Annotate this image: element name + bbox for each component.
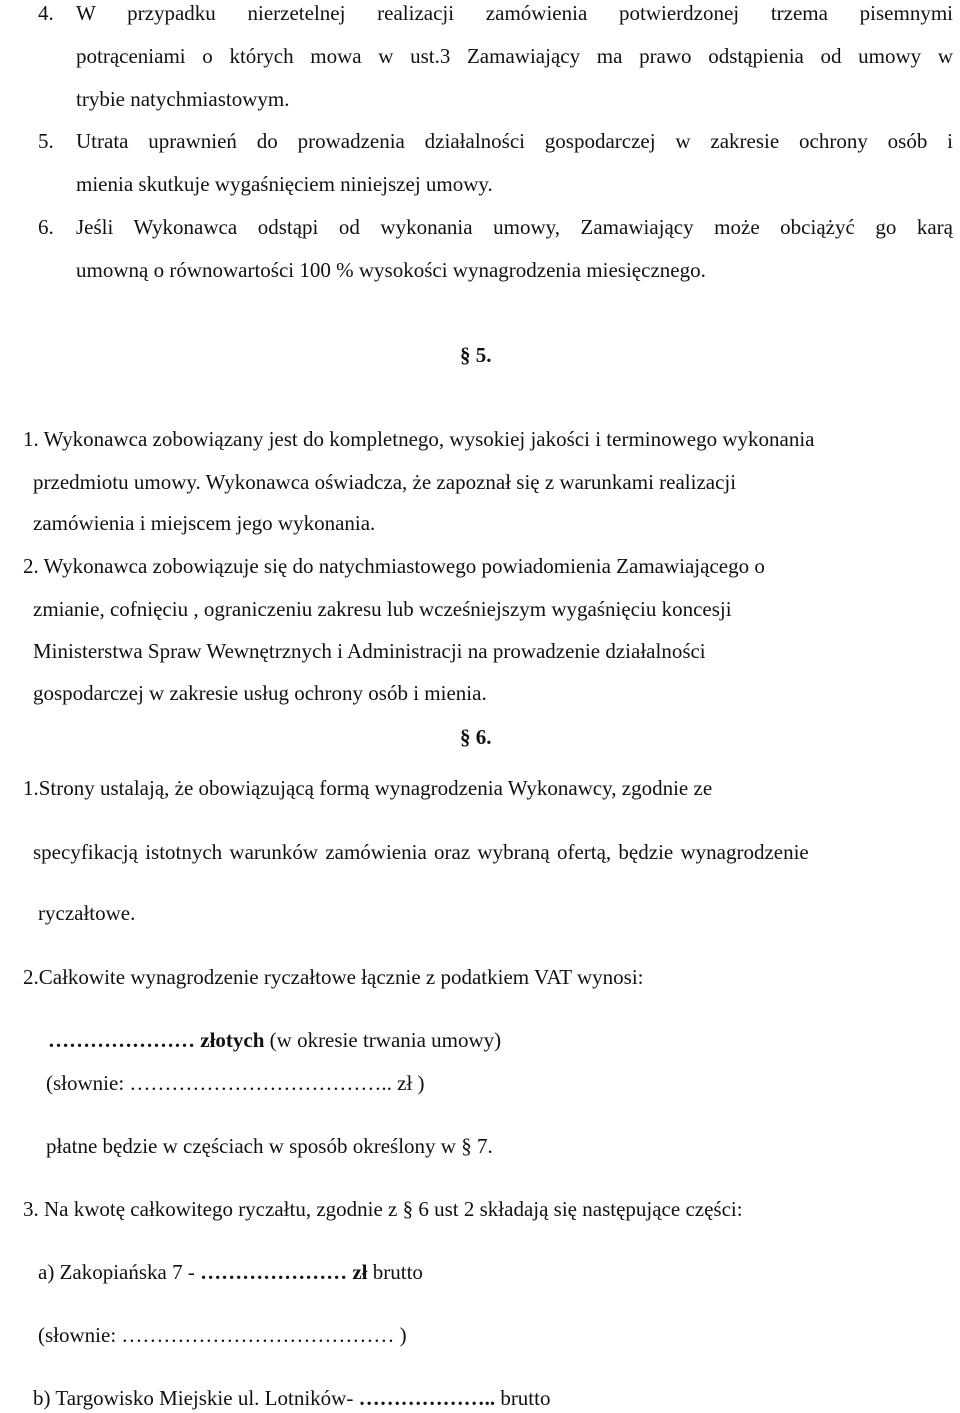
section-5-heading: § 5.: [460, 343, 492, 367]
section-6-p1-line-3: ryczałtowe.: [38, 901, 136, 925]
section-6-p3-line-1: 3. Na kwotę całkowitego ryczałtu, zgodnie z § 6 ust 2 składają się następujące części:: [23, 1197, 743, 1221]
total-amount-words: (słownie: ……………………………….. zł ): [46, 1071, 425, 1095]
part-b-suffix: brutto: [495, 1386, 551, 1410]
item-4-line-2: potrąceniami o których mowa w ust.3 Zamawiający ma prawo odstąpienia od umowy w: [76, 44, 953, 68]
part-b-blank: ………………..: [358, 1386, 496, 1410]
section-5-p1-line-2: przedmiotu umowy. Wykonawca oświadcza, że zapoznał się z warunkami realizacji: [33, 470, 737, 494]
part-a-line: [38, 1259, 423, 1285]
item-6-line-1: Jeśli Wykonawca odstąpi od wykonania umowy, Zamawiający może obciążyć go karą: [76, 215, 953, 239]
part-b-line: [33, 1385, 550, 1411]
part-a-suffix: brutto: [367, 1260, 423, 1284]
part-a-blank: ………………… zł: [200, 1260, 368, 1284]
total-amount-note: (w okresie trwania umowy): [264, 1028, 502, 1052]
total-amount-blank: ………………… złotych: [48, 1028, 265, 1052]
section-6-p2-line-1: 2.Całkowite wynagrodzenie ryczałtowe łącznie z podatkiem VAT wynosi:: [23, 965, 644, 989]
item-6-number: 6.: [38, 215, 54, 239]
part-a-label: a) Zakopiańska 7 -: [38, 1260, 201, 1284]
item-5-line-1: Utrata uprawnień do prowadzenia działalności gospodarczej w zakresie ochrony osób i: [76, 129, 953, 153]
part-b-label: b) Targowisko Miejskie ul. Lotników-: [33, 1386, 359, 1410]
part-a-words: (słownie: ………………………………… ): [38, 1323, 407, 1347]
section-5-p1-line-1: 1. Wykonawca zobowiązany jest do kompletnego, wysokiej jakości i terminowego wykonania: [23, 427, 815, 451]
section-5-p2-line-2: zmianie, cofnięciu , ograniczeniu zakresu lub wcześniejszym wygaśnięciu koncesji: [33, 597, 732, 621]
item-4-line-1: W przypadku nierzetelnej realizacji zamówienia potwierdzonej trzema pisemnymi: [76, 1, 953, 25]
section-5-p2-line-3: Ministerstwa Spraw Wewnętrznych i Administracji na prowadzenie działalności: [33, 639, 706, 663]
item-5-line-2: mienia skutkuje wygaśnięciem niniejszej umowy.: [76, 172, 493, 196]
section-5-p2-line-4: gospodarczej w zakresie usług ochrony osób i mienia.: [33, 681, 487, 705]
item-4-number: 4.: [38, 1, 54, 25]
section-6-heading: § 6.: [460, 725, 492, 749]
section-6-p1-line-1: 1.Strony ustalają, że obowiązującą formą wynagrodzenia Wykonawcy, zgodnie ze: [23, 776, 713, 800]
item-5-number: 5.: [38, 129, 54, 153]
item-6-line-2: umowną o równowartości 100 % wysokości wynagrodzenia miesięcznego.: [76, 258, 706, 282]
item-4-line-3: trybie natychmiastowym.: [76, 87, 290, 111]
payment-terms: płatne będzie w częściach w sposób określony w § 7.: [46, 1134, 493, 1158]
section-5-p2-line-1: 2. Wykonawca zobowiązuje się do natychmiastowego powiadomienia Zamawiającego o: [23, 554, 765, 578]
total-amount-line: [48, 1027, 501, 1053]
section-5-p1-line-3: zamówienia i miejscem jego wykonania.: [33, 511, 376, 535]
section-6-p1-line-2: specyfikacją istotnych warunków zamówienia oraz wybraną ofertą, będzie wynagrodzenie: [33, 840, 809, 864]
